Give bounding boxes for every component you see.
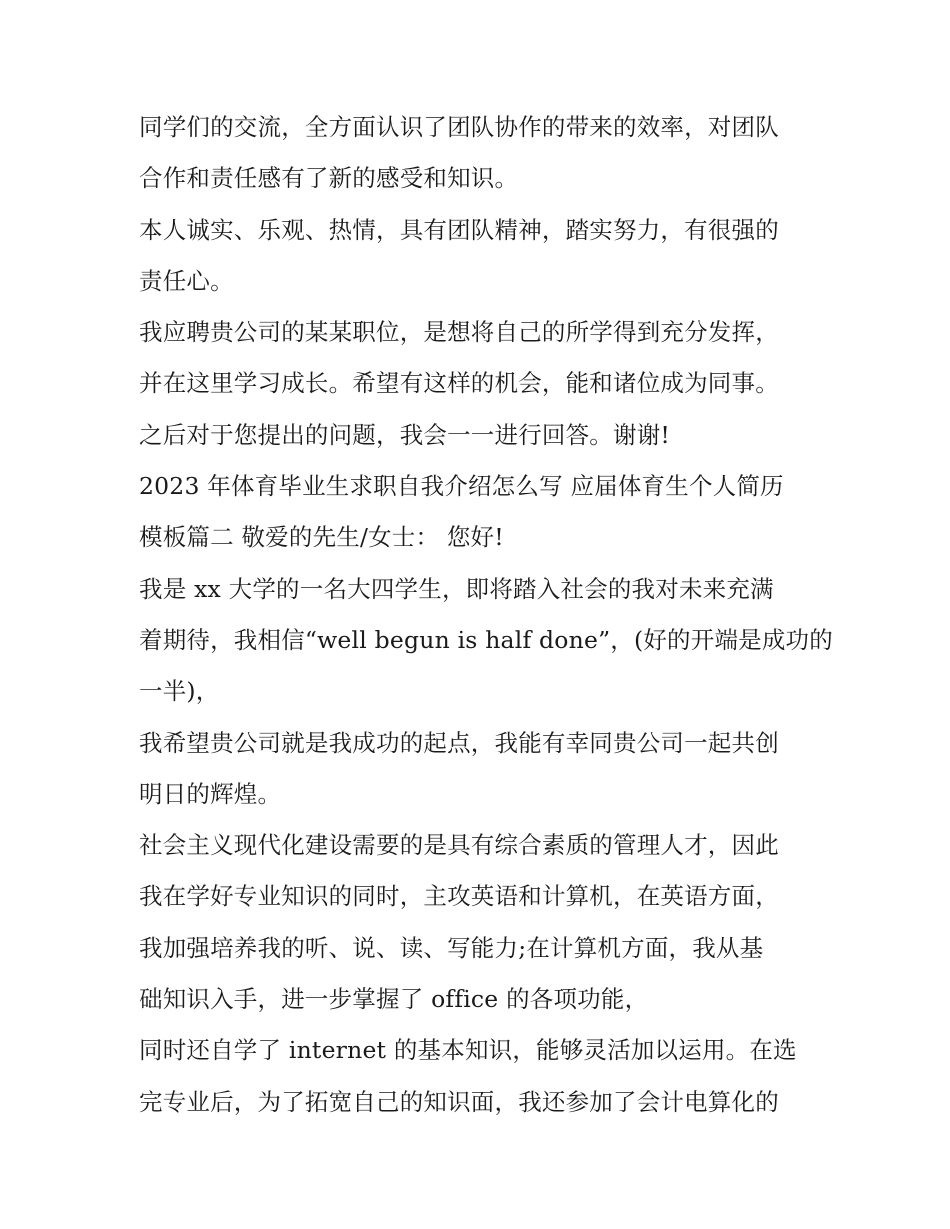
text-line: 并在这里学习成长。希望有这样的机会，能和诸位成为同事。 bbox=[139, 369, 779, 398]
text-line: 我是 xx 大学的一名大四学生，即将踏入社会的我对未来充满 bbox=[139, 574, 774, 603]
text-line: 我应聘贵公司的某某职位，是想将自己的所学得到充分发挥， bbox=[139, 318, 779, 347]
text-line: 一半)， bbox=[139, 677, 220, 706]
text-line: 完专业后，为了拓宽自己的知识面，我还参加了会计电算化的 bbox=[139, 1087, 779, 1116]
text-line: 我加强培养我的听、说、读、写能力;在计算机方面，我从基 bbox=[139, 933, 764, 962]
text-line: 合作和责任感有了新的感受和知识。 bbox=[139, 164, 519, 193]
text-line: 我在学好专业知识的同时，主攻英语和计算机，在英语方面， bbox=[139, 882, 779, 911]
text-line: 本人诚实、乐观、热情，具有团队精神，踏实努力，有很强的 bbox=[139, 215, 779, 244]
text-line: 责任心。 bbox=[139, 266, 234, 295]
text-line: 之后对于您提出的问题，我会一一进行回答。谢谢! bbox=[139, 420, 671, 449]
text-line: 同时还自学了 internet 的基本知识，能够灵活加以运用。在选 bbox=[139, 1036, 797, 1065]
text-line: 我希望贵公司就是我成功的起点，我能有幸同贵公司一起共创 bbox=[139, 728, 779, 757]
text-line: 同学们的交流，全方面认识了团队协作的带来的效率，对团队 bbox=[139, 113, 779, 141]
text-line: 2023 年体育毕业生求职自我介绍怎么写 应届体育生个人简历 bbox=[139, 472, 784, 501]
text-line: 础知识入手，进一步掌握了 office 的各项功能， bbox=[139, 985, 649, 1014]
document-body bbox=[139, 102, 833, 1128]
text-line: 社会主义现代化建设需要的是具有综合素质的管理人才，因此 bbox=[139, 831, 779, 860]
text-line: 模板篇二 敬爱的先生/女士： 您好! bbox=[139, 523, 504, 552]
text-line: 着期待，我相信“well begun is half done”，(好的开端是成功的 bbox=[139, 625, 833, 654]
text-line: 明日的辉煌。 bbox=[139, 779, 282, 808]
